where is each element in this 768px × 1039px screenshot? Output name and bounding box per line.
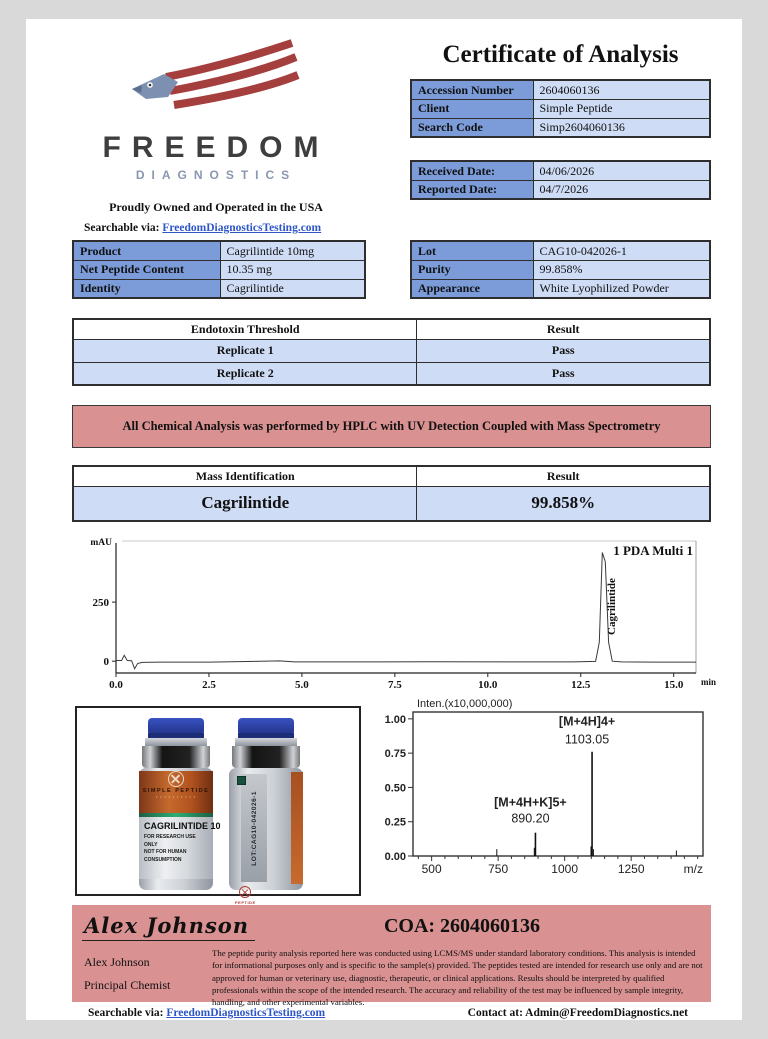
svg-text:mAU: mAU	[90, 538, 112, 548]
row-value: Simple Peptide	[533, 99, 710, 118]
row-label: Accession Number	[411, 80, 533, 99]
table-row	[411, 118, 710, 137]
tagline: Proudly Owned and Operated in the USA	[109, 200, 323, 214]
vial-cap	[238, 718, 294, 733]
svg-text:m/z: m/z	[683, 862, 703, 876]
row-label: Identity	[73, 279, 220, 298]
simple-peptide-logo-icon	[168, 771, 184, 787]
product-table	[72, 240, 366, 299]
table-row	[73, 486, 710, 521]
searchable-link-bottom[interactable]: FreedomDiagnosticsTesting.com	[166, 1007, 326, 1019]
chemist-role: Principal Chemist	[84, 978, 171, 992]
row-value: 99.858%	[533, 260, 710, 279]
row-label: Net Peptide Content	[73, 260, 220, 279]
svg-text:0.75: 0.75	[384, 748, 406, 761]
cell: Cagrilintide	[73, 486, 417, 521]
vial-brand: SIMPLE PEPTIDE	[142, 788, 210, 794]
footer-searchable	[88, 1007, 325, 1019]
cell: 99.858%	[417, 486, 710, 521]
row-value: White Lyophilized Powder	[533, 279, 710, 298]
vial-label-bottom	[139, 817, 221, 879]
vial-product-name: CAGRILINTIDE 10	[144, 821, 221, 831]
row-label: Reported Date:	[411, 180, 533, 199]
svg-text:1.00: 1.00	[384, 713, 406, 726]
table-row	[411, 260, 710, 279]
column-header: Mass Identification	[73, 466, 417, 486]
row-label: Lot	[411, 241, 533, 260]
vial-red-word: PEPTIDE	[235, 900, 256, 905]
svg-text:2.5: 2.5	[202, 679, 216, 691]
row-value: CAG10-042026-1	[533, 241, 710, 260]
svg-text:Cagrilintide: Cagrilintide	[606, 578, 619, 635]
svg-text:7.5: 7.5	[387, 679, 402, 691]
table-row	[411, 161, 710, 180]
vial-cap	[148, 718, 204, 733]
mass-id-table	[72, 465, 711, 522]
cell: Replicate 2	[73, 362, 417, 385]
row-label: Appearance	[411, 279, 533, 298]
vial-label-top: SIMPLE PEPTIDE • • • • • • • • • •	[139, 771, 213, 813]
row-value: 04/7/2026	[533, 180, 710, 199]
svg-text:min: min	[700, 677, 716, 687]
disclaimer-text: The peptide purity analysis reported here was conducted using LCMS/MS under standard laboratory conditions. This analysis is intended for informational purposes only and is specific to the sample(s) provided. The peptides tested are intended for research use only and are not approved for human or veterinary use, diagnostic, therapeutic, or clinical applications. Results should be interpreted by qualified professionals within the scope of the intended research. The accuracy and reliability of the test may be influenced by sample integrity, handling, and other experimental variables.	[212, 948, 703, 1008]
table-header-row	[73, 466, 710, 486]
svg-text:250: 250	[92, 597, 109, 610]
table-row	[411, 80, 710, 99]
row-label: Client	[411, 99, 533, 118]
vial-lot-text: LOT:CAG10-042026-1	[250, 790, 258, 866]
svg-text:0: 0	[103, 656, 109, 669]
svg-text:0.0: 0.0	[109, 679, 123, 691]
row-value: 2604060136	[533, 80, 710, 99]
table-row	[73, 241, 365, 260]
page-footer	[26, 1007, 742, 1019]
svg-text:0.00: 0.00	[384, 851, 406, 863]
svg-text:1103.05: 1103.05	[564, 732, 610, 747]
svg-text:15.0: 15.0	[664, 679, 684, 691]
vial-crimp	[235, 738, 297, 746]
vial-side	[227, 718, 305, 905]
vial-crimp	[145, 738, 207, 746]
svg-text:500: 500	[421, 862, 442, 876]
cell: Pass	[417, 362, 710, 385]
row-value: Simp2604060136	[533, 118, 710, 137]
searchable-prefix: Searchable via:	[84, 222, 160, 234]
row-label: Product	[73, 241, 220, 260]
row-label: Search Code	[411, 118, 533, 137]
lot-table	[410, 240, 711, 299]
table-row	[411, 180, 710, 199]
endotoxin-table	[72, 318, 711, 386]
page-title: Certificate of Analysis	[442, 41, 679, 68]
document-page	[26, 19, 742, 1020]
svg-text:Inten.(x10,000,000): Inten.(x10,000,000)	[417, 698, 513, 710]
table-row	[411, 241, 710, 260]
cell: Pass	[417, 339, 710, 362]
table-row	[73, 339, 710, 362]
table-row	[411, 99, 710, 118]
cell: Replicate 1	[73, 339, 417, 362]
coa-number: COA: 2604060136	[383, 915, 541, 937]
row-value: Cagrilintide 10mg	[220, 241, 365, 260]
svg-text:5.0: 5.0	[295, 679, 309, 691]
row-label: Received Date:	[411, 161, 533, 180]
searchable-line	[84, 222, 321, 234]
svg-text:1250: 1250	[617, 862, 645, 876]
table-row	[411, 279, 710, 298]
table-row	[73, 260, 365, 279]
dates-table	[410, 160, 711, 200]
row-value: 04/06/2026	[533, 161, 710, 180]
simple-peptide-logo-icon	[239, 886, 251, 898]
chromatogram-chart	[76, 535, 720, 698]
column-header: Endotoxin Threshold	[73, 319, 417, 339]
chemist-name: Alex Johnson	[84, 955, 150, 969]
table-header-row	[73, 319, 710, 339]
svg-text:750: 750	[488, 862, 509, 876]
brand-name: FREEDOM	[102, 131, 330, 164]
vial-warning-1: FOR RESEARCH USE ONLY	[144, 834, 196, 848]
svg-text:1000: 1000	[551, 862, 579, 876]
eagle-logo	[108, 41, 298, 133]
signature: Alex Johnson	[82, 913, 255, 941]
footer-contact: Contact at: Admin@FreedomDiagnostics.net	[467, 1007, 688, 1019]
mass-spectrum-chart	[373, 696, 713, 878]
vial-warning-2: NOT FOR HUMAN CONSUMPTION	[144, 849, 187, 863]
method-banner: All Chemical Analysis was performed by HPLC with UV Detection Coupled with Mass Spectrometry	[72, 405, 711, 448]
footer-searchable-prefix: Searchable via:	[88, 1007, 164, 1019]
brand-subtitle: DIAGNOSTICS	[135, 168, 297, 182]
column-header: Result	[417, 319, 710, 339]
svg-text:0.50: 0.50	[384, 782, 406, 795]
product-vials-photo	[75, 706, 361, 905]
row-value: Cagrilintide	[220, 279, 365, 298]
accession-table	[410, 79, 711, 138]
row-label: Purity	[411, 260, 533, 279]
row-value: 10.35 mg	[220, 260, 365, 279]
svg-text:890.20: 890.20	[511, 811, 550, 826]
column-header: Result	[417, 466, 710, 486]
table-row	[73, 362, 710, 385]
svg-text:12.5: 12.5	[571, 679, 591, 691]
svg-text:1 PDA Multi 1: 1 PDA Multi 1	[613, 543, 693, 558]
svg-text:[M+4H+K]5+: [M+4H+K]5+	[494, 795, 567, 810]
table-row	[73, 279, 365, 298]
signature-block	[72, 905, 711, 1008]
vial-front	[137, 718, 221, 890]
svg-text:[M+4H]4+: [M+4H]4+	[558, 714, 616, 729]
searchable-link-top[interactable]: FreedomDiagnosticsTesting.com	[162, 222, 322, 234]
svg-text:0.25: 0.25	[384, 816, 406, 829]
svg-text:10.0: 10.0	[478, 679, 498, 691]
